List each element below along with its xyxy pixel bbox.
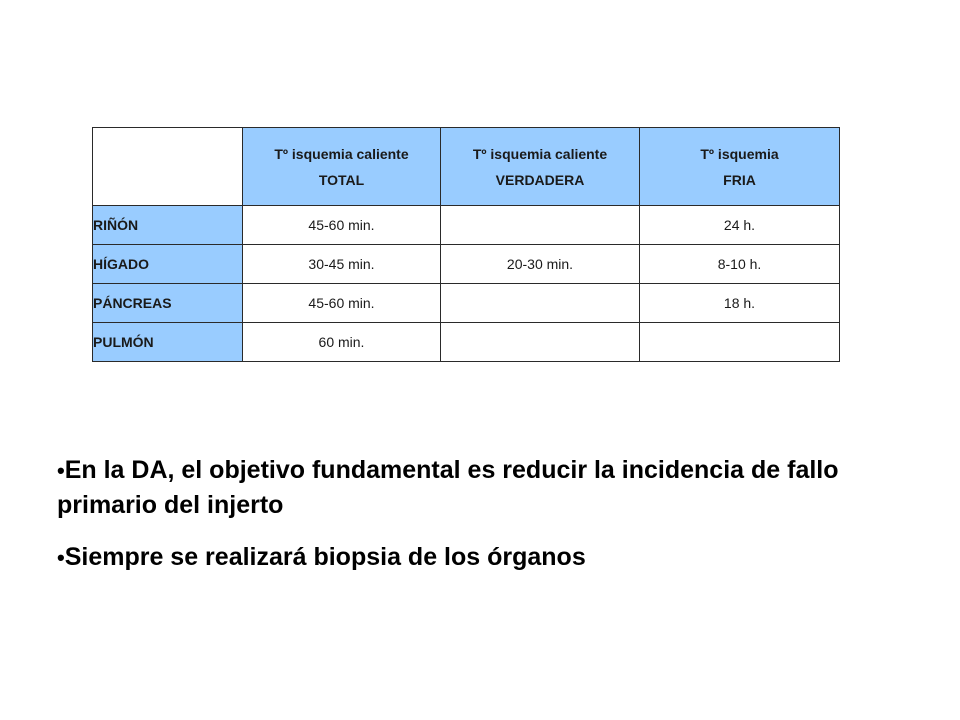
true-warm-time-cell	[441, 323, 640, 362]
header-line: Tº isquemia	[700, 145, 779, 162]
header-line: TOTAL	[318, 171, 365, 188]
header-cold-ischemia	[640, 128, 840, 206]
table-row	[93, 245, 840, 284]
table-row	[93, 284, 840, 323]
bullet-list	[57, 453, 917, 593]
ischemia-times-table	[92, 127, 840, 362]
organ-name-cell: PÁNCREAS	[93, 284, 243, 323]
header-line: VERDADERA	[495, 171, 585, 188]
true-warm-time-cell	[441, 206, 640, 245]
cold-time-cell: 18 h.	[640, 284, 840, 323]
bullet-text: En la DA, el objetivo fundamental es reducir la incidencia de fallo primario del injerto	[57, 456, 839, 519]
header-line: Tº isquemia caliente	[472, 145, 608, 162]
cold-time-cell: 8-10 h.	[640, 245, 840, 284]
bullet-text: Siempre se realizará biopsia de los órganos	[64, 543, 586, 571]
cold-time-cell: 24 h.	[640, 206, 840, 245]
organ-name-cell: PULMÓN	[93, 323, 243, 362]
cold-time-cell	[640, 323, 840, 362]
total-warm-time-cell: 45-60 min.	[243, 284, 441, 323]
organ-name-cell: RIÑÓN	[93, 206, 243, 245]
total-warm-time-cell: 45-60 min.	[243, 206, 441, 245]
true-warm-time-cell: 20-30 min.	[441, 245, 640, 284]
total-warm-time-cell: 30-45 min.	[243, 245, 441, 284]
total-warm-time-cell: 60 min.	[243, 323, 441, 362]
bullet-glyph: •	[57, 458, 65, 483]
table-corner-cell	[93, 128, 243, 206]
header-line: Tº isquemia caliente	[274, 145, 409, 162]
bullet-item	[57, 540, 917, 575]
bullet-item	[57, 453, 917, 522]
bullet-glyph: •	[57, 545, 65, 570]
true-warm-time-cell	[441, 284, 640, 323]
header-warm-ischemia-true	[441, 128, 640, 206]
organ-name-cell: HÍGADO	[93, 245, 243, 284]
header-line: FRIA	[723, 171, 756, 188]
header-warm-ischemia-total	[243, 128, 441, 206]
table-row	[93, 323, 840, 362]
table-row	[93, 206, 840, 245]
table-header-row	[93, 128, 840, 206]
